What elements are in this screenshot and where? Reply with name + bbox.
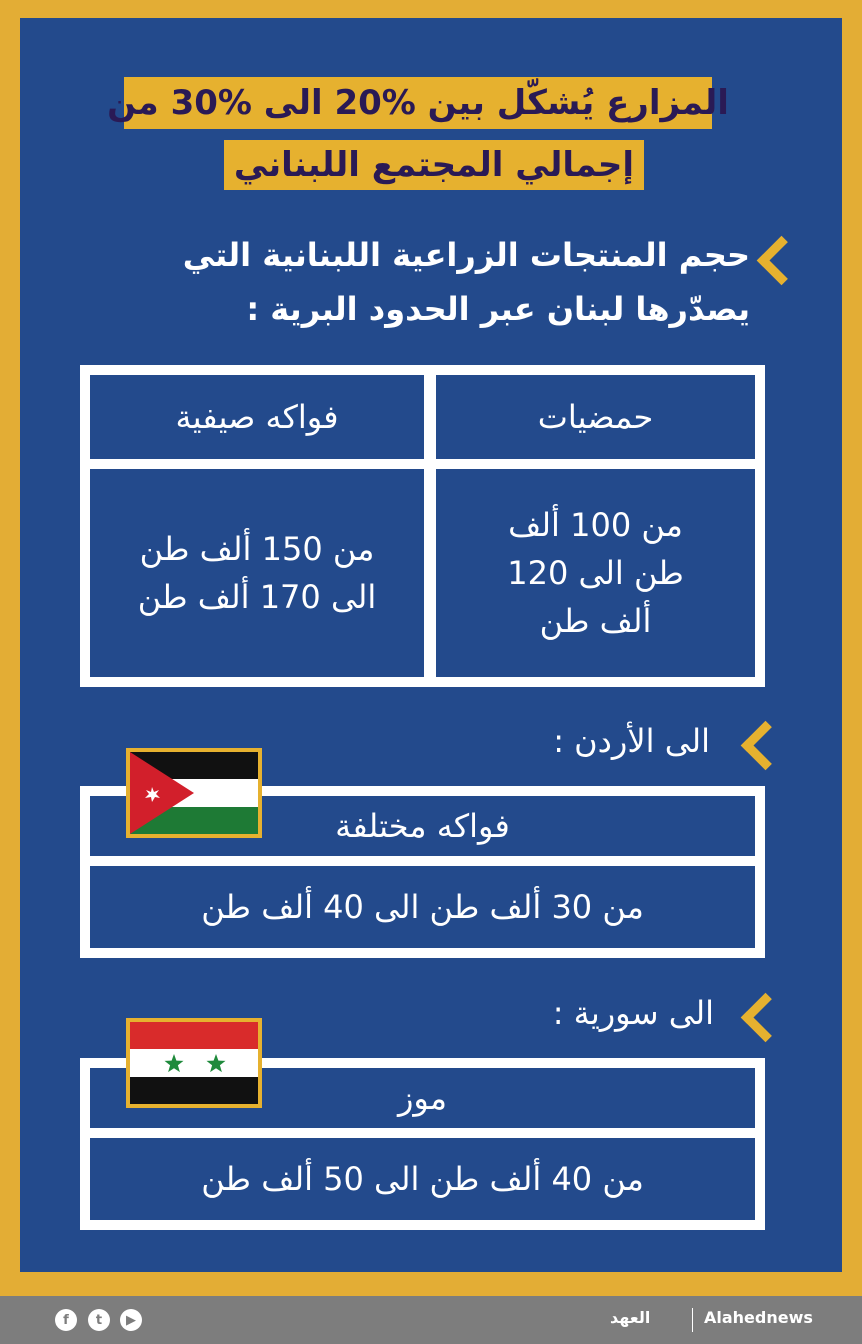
syria-label: الى سورية : [552,994,714,1032]
title-banner-line2 [224,140,644,190]
youtube-icon[interactable]: ▶ [120,1309,142,1331]
table-header-summer-fruits: فواكه صيفية [90,375,424,459]
jordan-label: الى الأردن : [553,722,710,760]
section-heading: حجم المنتجات الزراعية اللبنانية التي يصدّرها لبنان عبر الحدود البرية : [182,236,750,328]
footer-bar [0,1296,862,1344]
brand-divider [692,1308,693,1332]
table-value-summer-fruits-text: من 150 ألف طن الى 170 ألف طن [137,530,377,616]
jordan-flag-icon [126,748,262,838]
table-header-citrus: حمضيات [436,375,755,459]
title-line2: إجمالي المجتمع اللبناني [233,145,635,185]
jordan-amount: من 30 ألف طن الى 40 ألف طن [90,866,755,948]
syria-flag-icon [126,1018,262,1108]
jordan-product: فواكه مختلفة [90,796,755,856]
facebook-icon[interactable]: f [55,1309,77,1331]
title-banner-line1 [107,77,729,129]
twitter-icon[interactable]: t [88,1309,110,1331]
table-value-citrus [436,469,755,677]
brand-latin: Alahednews [704,1308,813,1327]
title-line1: المزارع يُشكّل بين %20 الى %30 من [107,83,729,123]
brand-arabic: العهد [610,1308,651,1327]
products-table [80,365,765,687]
syria-amount: من 40 ألف طن الى 50 ألف طن [90,1138,755,1220]
table-value-summer-fruits [90,469,424,677]
table-value-citrus-text: من 100 ألف طن الى 120 ألف طن [507,506,684,640]
syria-product: موز [90,1068,755,1128]
